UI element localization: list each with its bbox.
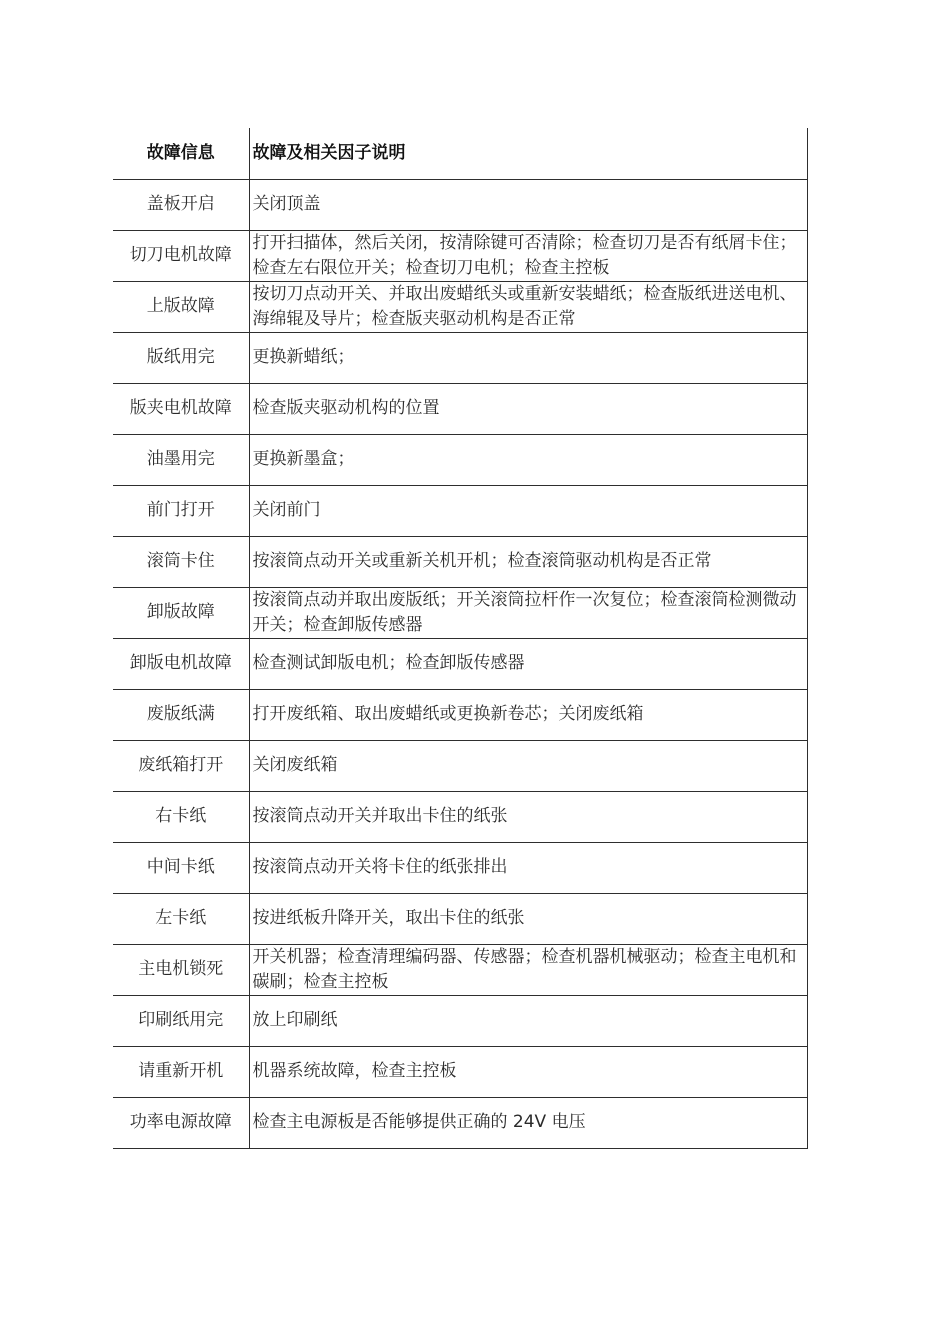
fault-name-cell: 盖板开启	[113, 179, 249, 230]
fault-name-cell: 右卡纸	[113, 791, 249, 842]
table-row	[113, 842, 807, 893]
fault-description-cell: 按切刀点动开关、并取出废蜡纸头或重新安装蜡纸；检查版纸进送电机、海绵辊及导片；检查版夹驱动机构是否正常	[249, 281, 807, 332]
table-row	[113, 434, 807, 485]
fault-description-cell: 关闭前门	[249, 485, 807, 536]
fault-description-cell: 按滚筒点动开关或重新关机开机；检查滚筒驱动机构是否正常	[249, 536, 807, 587]
fault-name-cell: 功率电源故障	[113, 1097, 249, 1148]
fault-name-cell: 请重新开机	[113, 1046, 249, 1097]
fault-description-cell: 放上印刷纸	[249, 995, 807, 1046]
fault-name-cell: 卸版电机故障	[113, 638, 249, 689]
table-row	[113, 638, 807, 689]
fault-description-cell: 按进纸板升降开关，取出卡住的纸张	[249, 893, 807, 944]
fault-description-cell: 检查测试卸版电机；检查卸版传感器	[249, 638, 807, 689]
fault-description-cell: 打开扫描体，然后关闭，按清除键可否清除；检查切刀是否有纸屑卡住；检查左右限位开关；检查切刀电机；检查主控板	[249, 230, 807, 281]
header-description: 故障及相关因子说明	[249, 128, 807, 179]
fault-name-cell: 版夹电机故障	[113, 383, 249, 434]
table-row	[113, 995, 807, 1046]
fault-name-cell: 上版故障	[113, 281, 249, 332]
table-row	[113, 230, 807, 281]
fault-name-cell: 废版纸满	[113, 689, 249, 740]
fault-description-cell: 检查主电源板是否能够提供正确的 24V 电压	[249, 1097, 807, 1148]
fault-name-cell: 主电机锁死	[113, 944, 249, 995]
fault-name-cell: 左卡纸	[113, 893, 249, 944]
table-row	[113, 383, 807, 434]
fault-name-cell: 前门打开	[113, 485, 249, 536]
fault-name-cell: 版纸用完	[113, 332, 249, 383]
fault-description-cell: 检查版夹驱动机构的位置	[249, 383, 807, 434]
fault-description-cell: 关闭顶盖	[249, 179, 807, 230]
table-row	[113, 1097, 807, 1148]
table-row	[113, 944, 807, 995]
table-row	[113, 281, 807, 332]
fault-description-cell: 开关机器；检查清理编码器、传感器；检查机器机械驱动；检查主电机和碳刷；检查主控板	[249, 944, 807, 995]
fault-description-cell: 更换新蜡纸；	[249, 332, 807, 383]
table-row	[113, 179, 807, 230]
table-row	[113, 740, 807, 791]
fault-description-cell: 关闭废纸箱	[249, 740, 807, 791]
fault-description-cell: 按滚筒点动开关将卡住的纸张排出	[249, 842, 807, 893]
fault-name-cell: 卸版故障	[113, 587, 249, 638]
fault-name-cell: 切刀电机故障	[113, 230, 249, 281]
header-fault-info: 故障信息	[113, 128, 249, 179]
fault-name-cell: 废纸箱打开	[113, 740, 249, 791]
table-row	[113, 689, 807, 740]
fault-name-cell: 滚筒卡住	[113, 536, 249, 587]
table-row	[113, 893, 807, 944]
fault-description-cell: 打开废纸箱、取出废蜡纸或更换新卷芯；关闭废纸箱	[249, 689, 807, 740]
fault-description-cell: 机器系统故障，检查主控板	[249, 1046, 807, 1097]
table-row	[113, 791, 807, 842]
table-row	[113, 1046, 807, 1097]
table-row	[113, 536, 807, 587]
fault-description-cell: 按滚筒点动并取出废版纸；开关滚筒拉杆作一次复位；检查滚筒检测微动开关；检查卸版传感器	[249, 587, 807, 638]
fault-table	[113, 128, 808, 1149]
table-header-row	[113, 128, 807, 179]
table-body	[113, 179, 807, 1148]
table-row	[113, 485, 807, 536]
fault-name-cell: 油墨用完	[113, 434, 249, 485]
table-row	[113, 332, 807, 383]
fault-name-cell: 印刷纸用完	[113, 995, 249, 1046]
fault-description-cell: 按滚筒点动开关并取出卡住的纸张	[249, 791, 807, 842]
table-row	[113, 587, 807, 638]
fault-description-cell: 更换新墨盒；	[249, 434, 807, 485]
fault-name-cell: 中间卡纸	[113, 842, 249, 893]
